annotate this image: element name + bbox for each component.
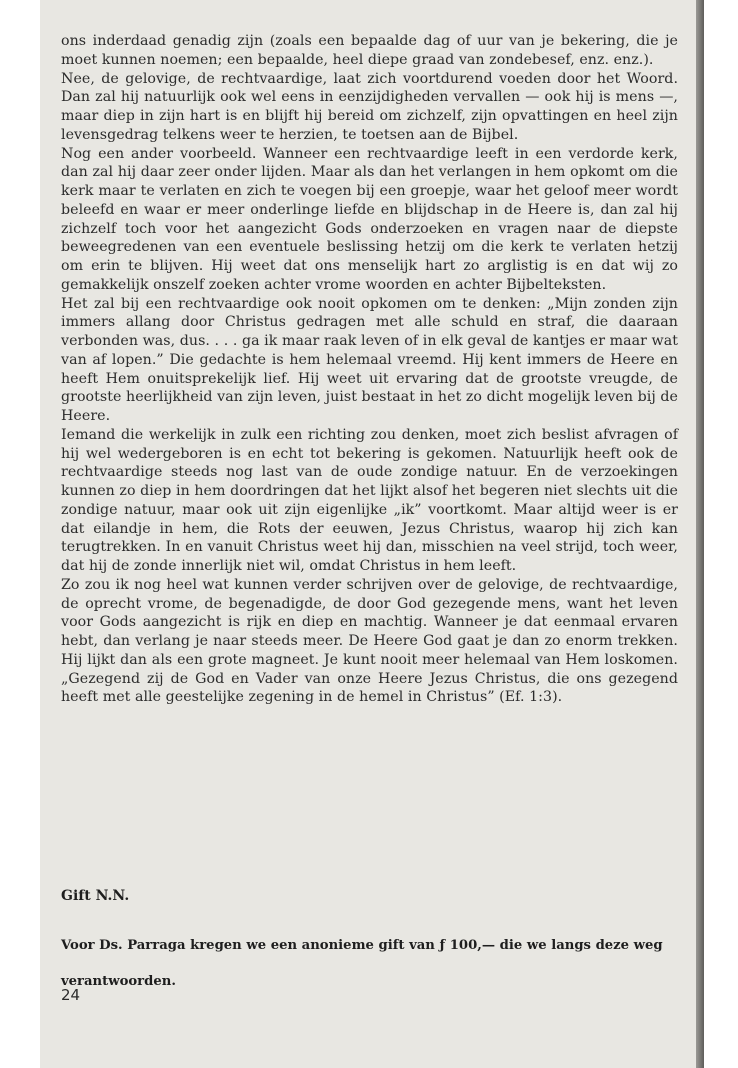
paragraph: Nog een ander voorbeeld. Wanneer een rechtvaardige leeft in een verdorde kerk, dan zal hij daar zeer onder lijden. Maar als dan het verlangen in hem opkomt om die kerk maar te verlaten en zich te voegen bij een groepje, waar het geloof meer wordt beleefd en waar er meer onderlinge liefde en blijdschap in de Heere is, dan zal hij zichzelf toch voor het aangezicht Gods onderzoeken en vragen naar de diepste beweegredenen van een eventuele beslissing hetzij om die kerk te verlaten hetzij om erin te blijven. Hij weet dat ons menselijk hart zo arglistig is en dat wij zo gemakkelijk onszelf zoeken achter vrome woorden en achter Bijbelteksten. [61, 145, 678, 293]
paragraph: Nee, de gelovige, de rechtvaardige, laat zich voortdurend voeden door het Woord. Dan zal hij natuurlijk ook wel eens in eenzijdigheden vervallen — ook hij is mens —, maar diep in zijn hart is en blijft hij bereid om zichzelf, zijn opvattingen en heel zijn levensgedrag telkens weer te herzien, te toetsen aan de Bijbel. [61, 70, 678, 143]
paragraph: Het zal bij een rechtvaardige ook nooit opkomen om te denken: „Mijn zonden zijn immers allang door Christus gedragen met alle schuld en straf, die daaraan verbonden was, dus. . . . ga ik maar raak leven of in elk geval de kantjes er maar wat van af lopen.” Die gedachte is hem helemaal vreemd. Hij kent immers de Heere en heeft Hem onuitsprekelijk lief. Hij weet uit ervaring dat de grootste vreugde, de grootste heerlijkheid van zijn leven, juist bestaat in het zo dicht mogelijk leven bij de Heere. [61, 295, 678, 424]
paragraph: Iemand die werkelijk in zulk een richting zou denken, moet zich beslist afvragen of hij wel wedergeboren is en echt tot bekering is gekomen. Natuurlijk heeft ook de rechtvaardige steeds nog last van de oude zondige natuur. En de verzoekingen kunnen zo diep in hem doordringen dat het lijkt alsof het begeren niet slechts uit die zondige natuur, maar ook uit zijn eigenlijke „ik” voortkomt. Maar altijd weer is er dat eilandje in hem, die Rots der eeuwen, Jezus Christus, waarop hij zich kan terugtrekken. In en vanuit Christus weet hij dan, misschien na veel strijd, toch weer, dat hij de zonde innerlijk niet wil, omdat Christus in hem leeft. [61, 426, 678, 574]
notice-text: Voor Ds. Parraga kregen we een anonieme gift van ƒ 100,— die we langs deze weg verantwoorden. [61, 938, 663, 989]
article-body [61, 32, 678, 707]
paragraph: Zo zou ik nog heel wat kunnen verder schrijven over de gelovige, de rechtvaardige, de oprecht vrome, de begenadigde, de door God gezegende mens, want het leven voor Gods aangezicht is rijk en diep en machtig. Wanneer je dat eenmaal ervaren hebt, dan verlang je naar steeds meer. De Heere God gaat je dan zo enorm trekken. Hij lijkt dan als een grote magneet. Je kunt nooit meer helemaal van Hem loskomen. „Gezegend zij de God en Vader van onze Heere Jezus Christus, die ons gezegend heeft met alle geestelijke zegening in de hemel in Christus” (Ef. 1:3). [61, 576, 678, 706]
paragraph: ons inderdaad genadig zijn (zoals een bepaalde dag of uur van je bekering, die je moet kunnen noemen; een bepaalde, heel diepe graad van zondebesef, enz. enz.). [61, 33, 678, 68]
document-page [40, 0, 696, 1068]
page-edge-shadow [696, 0, 704, 1068]
notice-heading: Gift N.N. [61, 888, 130, 904]
page-number: 24 [61, 986, 81, 1004]
